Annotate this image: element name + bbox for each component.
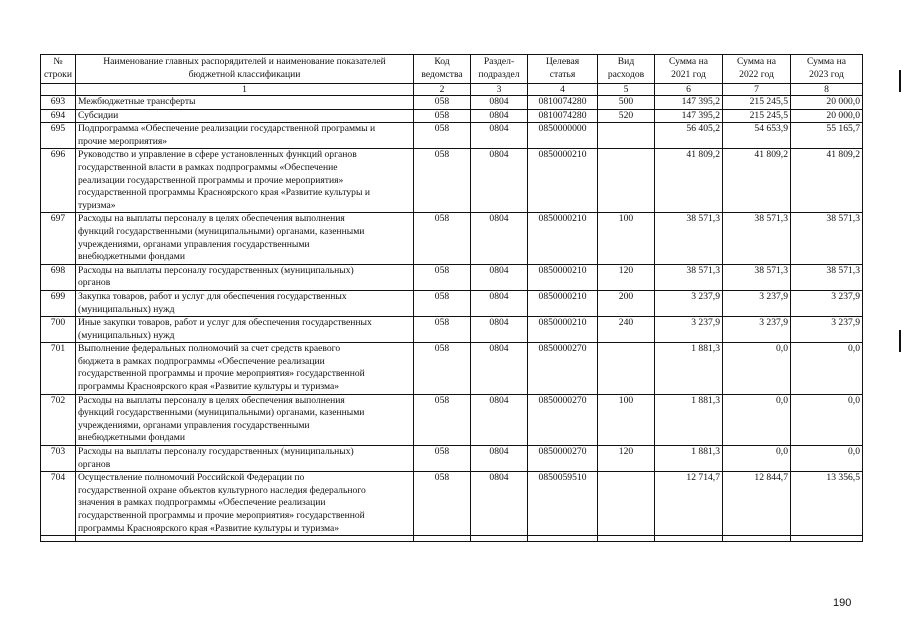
header-target-item: Целевая статья [528, 55, 598, 84]
sum-2021: 1 881,3 [655, 394, 723, 445]
column-number: 2 [414, 84, 471, 96]
expense-type-code [598, 472, 655, 536]
target-item-code: 0850000210 [528, 317, 598, 343]
target-item-code: 0850000000 [528, 123, 598, 149]
table-body [41, 96, 863, 542]
sum-2023: 20 000,0 [791, 109, 863, 123]
department-code: 058 [414, 264, 471, 290]
expense-type-code [598, 343, 655, 394]
sum-2022: 215 245,5 [723, 96, 791, 110]
expense-type-code [598, 123, 655, 149]
table-row-blank [41, 536, 863, 542]
row-name: Осуществление полномочий Российской Федерации по государственной охране объектов культурного наследия федерального значения в рамках подпрограммы «Обеспечение реализации государственной программы и прочие мероприятия» государственной программы Красноярского края «Развитие культуры и туризма» [76, 472, 414, 536]
header-sum-2022: Сумма на 2022 год [723, 55, 791, 84]
section-code: 0804 [471, 264, 528, 290]
row-number: 698 [41, 264, 76, 290]
budget-table [40, 54, 863, 542]
header-department-code: Код ведомства [414, 55, 471, 84]
target-item-code: 0850000210 [528, 149, 598, 213]
department-code: 058 [414, 472, 471, 536]
sum-2022: 215 245,5 [723, 109, 791, 123]
sum-2023: 41 809,2 [791, 149, 863, 213]
section-code: 0804 [471, 290, 528, 316]
expense-type-code: 200 [598, 290, 655, 316]
header-sum-2021: Сумма на 2021 год [655, 55, 723, 84]
table-row [41, 96, 863, 110]
department-code: 058 [414, 213, 471, 264]
column-number: 6 [655, 84, 723, 96]
row-name: Расходы на выплаты персоналу в целях обеспечения выполнения функций государственными (муниципальными) органами, казенными учреждениями, органами управления государственными внебюджетными фондами [76, 213, 414, 264]
row-number: 693 [41, 96, 76, 110]
row-name: Расходы на выплаты персоналу государственных (муниципальных) органов [76, 264, 414, 290]
section-code: 0804 [471, 123, 528, 149]
row-name: Закупка товаров, работ и услуг для обеспечения государственных (муниципальных) нужд [76, 290, 414, 316]
row-name: Межбюджетные трансферты [76, 96, 414, 110]
sum-2021: 3 237,9 [655, 290, 723, 316]
sum-2021: 38 571,3 [655, 264, 723, 290]
sum-2021: 1 881,3 [655, 446, 723, 472]
sum-2021: 41 809,2 [655, 149, 723, 213]
expense-type-code: 520 [598, 109, 655, 123]
table-row [41, 264, 863, 290]
page-number: 190 [833, 597, 852, 609]
table-row [41, 213, 863, 264]
department-code: 058 [414, 394, 471, 445]
table-row [41, 123, 863, 149]
sum-2022: 41 809,2 [723, 149, 791, 213]
row-number: 704 [41, 472, 76, 536]
column-number: 8 [791, 84, 863, 96]
target-item-code: 0850000270 [528, 394, 598, 445]
column-number [41, 84, 76, 96]
table-row [41, 290, 863, 316]
department-code: 058 [414, 123, 471, 149]
sum-2023: 55 165,7 [791, 123, 863, 149]
row-number: 701 [41, 343, 76, 394]
sum-2022: 3 237,9 [723, 317, 791, 343]
table-row [41, 446, 863, 472]
sum-2022: 12 844,7 [723, 472, 791, 536]
sum-2023: 38 571,3 [791, 264, 863, 290]
column-number-row [41, 84, 863, 96]
expense-type-code: 100 [598, 213, 655, 264]
department-code: 058 [414, 109, 471, 123]
section-code: 0804 [471, 109, 528, 123]
row-number: 703 [41, 446, 76, 472]
table-row [41, 343, 863, 394]
section-code: 0804 [471, 343, 528, 394]
table-row [41, 109, 863, 123]
sum-2021: 12 714,7 [655, 472, 723, 536]
target-item-code: 0810074280 [528, 96, 598, 110]
section-code: 0804 [471, 213, 528, 264]
section-code: 0804 [471, 149, 528, 213]
department-code: 058 [414, 446, 471, 472]
department-code: 058 [414, 149, 471, 213]
row-name: Иные закупки товаров, работ и услуг для обеспечения государственных (муниципальных) нужд [76, 317, 414, 343]
expense-type-code [598, 149, 655, 213]
target-item-code: 0850000270 [528, 343, 598, 394]
column-number: 3 [471, 84, 528, 96]
department-code: 058 [414, 96, 471, 110]
expense-type-code: 120 [598, 446, 655, 472]
target-item-code: 0850000210 [528, 264, 598, 290]
sum-2021: 147 395,2 [655, 109, 723, 123]
section-code: 0804 [471, 96, 528, 110]
expense-type-code: 100 [598, 394, 655, 445]
sum-2021: 56 405,2 [655, 123, 723, 149]
expense-type-code: 500 [598, 96, 655, 110]
sum-2022: 38 571,3 [723, 264, 791, 290]
sum-2022: 54 653,9 [723, 123, 791, 149]
sum-2021: 3 237,9 [655, 317, 723, 343]
table-row [41, 149, 863, 213]
table-row [41, 394, 863, 445]
department-code: 058 [414, 317, 471, 343]
table-header-row [41, 55, 863, 84]
sum-2021: 38 571,3 [655, 213, 723, 264]
column-number: 1 [76, 84, 414, 96]
row-number: 702 [41, 394, 76, 445]
sum-2023: 13 356,5 [791, 472, 863, 536]
budget-table-page [40, 54, 863, 542]
row-name: Расходы на выплаты персоналу государственных (муниципальных) органов [76, 446, 414, 472]
department-code: 058 [414, 290, 471, 316]
sum-2023: 3 237,9 [791, 317, 863, 343]
row-number: 700 [41, 317, 76, 343]
sum-2023: 3 237,9 [791, 290, 863, 316]
row-number: 696 [41, 149, 76, 213]
section-code: 0804 [471, 394, 528, 445]
target-item-code: 0850059510 [528, 472, 598, 536]
sum-2022: 0,0 [723, 446, 791, 472]
row-name: Выполнение федеральных полномочий за счет средств краевого бюджета в рамках подпрограммы «Обеспечение реализации государственной программы и прочие мероприятия» государственной программы Красноярского края «Развитие культуры и туризма» [76, 343, 414, 394]
sum-2021: 1 881,3 [655, 343, 723, 394]
row-name: Подпрограмма «Обеспечение реализации государственной программы и прочие мероприятия» [76, 123, 414, 149]
row-number: 695 [41, 123, 76, 149]
sum-2023: 0,0 [791, 343, 863, 394]
row-name: Руководство и управление в сфере установленных функций органов государственной власти в рамках подпрограммы «Обеспечение реализации государственной программы и прочие мероприятия» государственной программы Красноярского края «Развитие культуры и туризма» [76, 149, 414, 213]
row-name: Субсидии [76, 109, 414, 123]
table-row [41, 472, 863, 536]
sum-2021: 147 395,2 [655, 96, 723, 110]
header-expense-type: Вид расходов [598, 55, 655, 84]
sum-2023: 0,0 [791, 446, 863, 472]
sum-2022: 38 571,3 [723, 213, 791, 264]
row-number: 694 [41, 109, 76, 123]
column-number: 4 [528, 84, 598, 96]
target-item-code: 0810074280 [528, 109, 598, 123]
header-name: Наименование главных распорядителей и наименование показателей бюджетной классификации [76, 55, 414, 84]
sum-2022: 0,0 [723, 394, 791, 445]
column-number: 5 [598, 84, 655, 96]
row-name: Расходы на выплаты персоналу в целях обеспечения выполнения функций государственными (муниципальными) органами, казенными учреждениями, органами управления государственными внебюджетными фондами [76, 394, 414, 445]
sum-2022: 0,0 [723, 343, 791, 394]
department-code: 058 [414, 343, 471, 394]
target-item-code: 0850000210 [528, 213, 598, 264]
table-row [41, 317, 863, 343]
header-row-number: № строки [41, 55, 76, 84]
row-number: 699 [41, 290, 76, 316]
expense-type-code: 120 [598, 264, 655, 290]
target-item-code: 0850000270 [528, 446, 598, 472]
header-sum-2023: Сумма на 2023 год [791, 55, 863, 84]
sum-2023: 20 000,0 [791, 96, 863, 110]
scan-edge-mark [899, 330, 901, 352]
section-code: 0804 [471, 446, 528, 472]
sum-2023: 0,0 [791, 394, 863, 445]
scan-edge-mark [899, 70, 901, 92]
row-number: 697 [41, 213, 76, 264]
section-code: 0804 [471, 317, 528, 343]
sum-2023: 38 571,3 [791, 213, 863, 264]
header-section: Раздел- подраздел [471, 55, 528, 84]
section-code: 0804 [471, 472, 528, 536]
sum-2022: 3 237,9 [723, 290, 791, 316]
target-item-code: 0850000210 [528, 290, 598, 316]
column-number: 7 [723, 84, 791, 96]
expense-type-code: 240 [598, 317, 655, 343]
